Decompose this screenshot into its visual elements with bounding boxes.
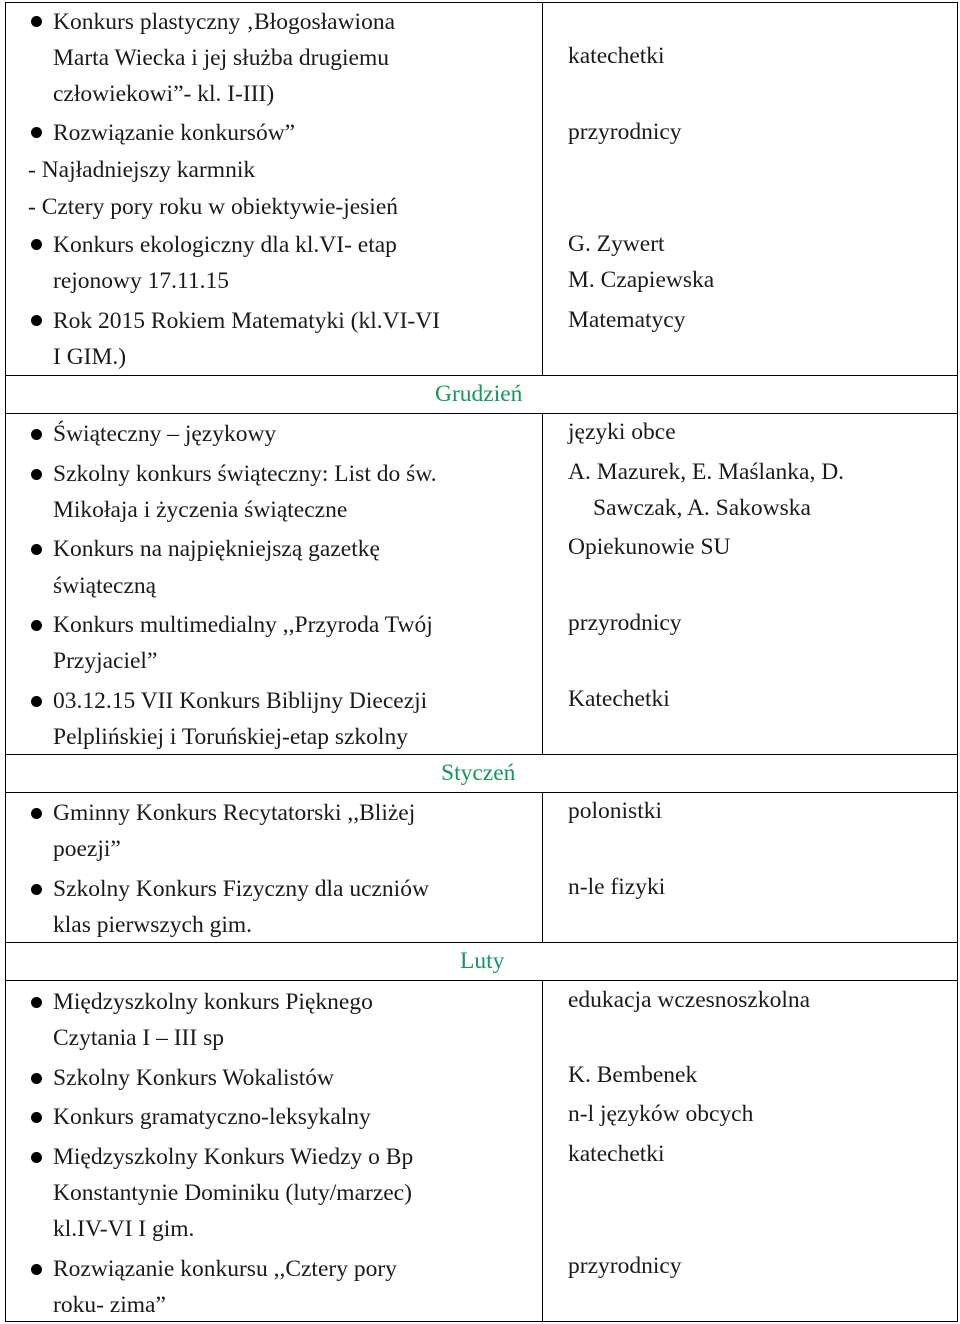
responsible-person: K. Bembenek	[568, 1062, 698, 1088]
month-row-border	[5, 792, 958, 793]
competition-name: Pelplińskiej i Toruńskiej-etap szkolny	[53, 724, 408, 750]
responsible-person: Matematycy	[568, 307, 686, 333]
month-header-december: Grudzień	[435, 381, 523, 407]
responsible-person: katechetki	[568, 43, 665, 69]
competition-name: świąteczną	[53, 573, 157, 599]
responsible-person: przyrodnicy	[568, 610, 682, 636]
responsible-person: n-l języków obcych	[568, 1101, 754, 1127]
competition-name: Konkurs ekologiczny dla kl.VI- etap	[53, 232, 397, 258]
competition-name: 03.12.15 VII Konkurs Biblijny Diecezji	[53, 688, 428, 714]
competition-name: Mikołaja i życzenia świąteczne	[53, 497, 348, 523]
bullet-icon	[31, 1152, 42, 1163]
month-header-february: Luty	[460, 948, 505, 974]
table-border-top	[5, 2, 958, 3]
responsible-person: G. Zywert	[568, 231, 665, 257]
responsible-person: Katechetki	[568, 686, 670, 712]
competition-name: Rozwiązanie konkursów”	[53, 120, 296, 146]
bullet-icon	[31, 239, 42, 250]
table-border-right	[957, 2, 958, 1322]
competition-name: Przyjaciel”	[53, 648, 158, 674]
responsible-person: Opiekunowie SU	[568, 534, 731, 560]
competition-name: Konkurs multimedialny ,,Przyroda Twój	[53, 612, 433, 638]
competition-name: klas pierwszych gim.	[53, 912, 253, 938]
responsible-person: M. Czapiewska	[568, 267, 715, 293]
month-header-january: Styczeń	[441, 760, 516, 786]
column-divider	[542, 2, 543, 375]
competition-name: Szkolny konkurs świąteczny: List do św.	[53, 461, 437, 487]
competition-name: - Najładniejszy karmnik	[28, 157, 256, 183]
competition-name: Rozwiązanie konkursu ,,Cztery pory	[53, 1256, 397, 1282]
competition-name: Szkolny Konkurs Wokalistów	[53, 1065, 334, 1091]
competition-name: roku- zima”	[53, 1292, 166, 1318]
responsible-person: języki obce	[568, 419, 676, 445]
bullet-icon	[31, 429, 42, 440]
competition-name: Międzyszkolny konkurs Pięknego	[53, 989, 373, 1015]
bullet-icon	[31, 808, 42, 819]
responsible-person: katechetki	[568, 1141, 665, 1167]
responsible-person: A. Mazurek, E. Maślanka, D.	[568, 459, 845, 485]
column-divider	[542, 413, 543, 754]
competition-name: Konkurs na najpiękniejszą gazetkę	[53, 536, 380, 562]
competition-name: Świąteczny – językowy	[53, 421, 277, 447]
competition-name: Szkolny Konkurs Fizyczny dla uczniów	[53, 876, 429, 902]
competition-name: Konkurs plastyczny ‚Błogosławiona	[53, 9, 396, 35]
competition-name: Marta Wiecka i jej służba drugiemu	[53, 45, 389, 71]
bullet-icon	[31, 1112, 42, 1123]
column-divider	[542, 792, 543, 942]
responsible-person: n-le fizyki	[568, 874, 666, 900]
competition-name: rejonowy 17.11.15	[53, 268, 230, 294]
competition-name: Konstantynie Dominiku (luty/marzec)	[53, 1180, 412, 1206]
competition-name: - Cztery pory roku w obiektywie-jesień	[28, 194, 399, 220]
table-border-left	[5, 2, 6, 1322]
responsible-person: przyrodnicy	[568, 1253, 682, 1279]
competition-name: człowiekowi”- kl. I-III)	[53, 81, 275, 107]
competition-name: poezji”	[53, 836, 121, 862]
competition-name: Gminny Konkurs Recytatorski ,,Bliżej	[53, 800, 416, 826]
bullet-icon	[31, 884, 42, 895]
bullet-icon	[31, 620, 42, 631]
month-row-border	[5, 980, 958, 981]
bullet-icon	[31, 1073, 42, 1084]
competition-name: Międzyszkolny Konkurs Wiedzy o Bp	[53, 1144, 414, 1170]
bullet-icon	[31, 544, 42, 555]
competition-name: Czytania I – III sp	[53, 1025, 224, 1051]
responsible-person: edukacja wczesnoszkolna	[568, 987, 811, 1013]
month-row-border	[5, 413, 958, 414]
bullet-icon	[31, 315, 42, 326]
bullet-icon	[31, 1264, 42, 1275]
competition-name: kl.IV-VI I gim.	[53, 1216, 195, 1242]
competition-name: Rok 2015 Rokiem Matematyki (kl.VI-VI	[53, 308, 441, 334]
bullet-icon	[31, 16, 42, 27]
bullet-icon	[31, 696, 42, 707]
bullet-icon	[31, 127, 42, 138]
bullet-icon	[31, 997, 42, 1008]
competition-name: I GIM.)	[53, 344, 127, 370]
responsible-person: przyrodnicy	[568, 119, 682, 145]
competition-name: Konkurs gramatyczno-leksykalny	[53, 1104, 371, 1130]
responsible-person: Sawczak, A. Sakowska	[593, 495, 811, 521]
responsible-person: polonistki	[568, 798, 663, 824]
bullet-icon	[31, 469, 42, 480]
column-divider	[542, 980, 543, 1322]
